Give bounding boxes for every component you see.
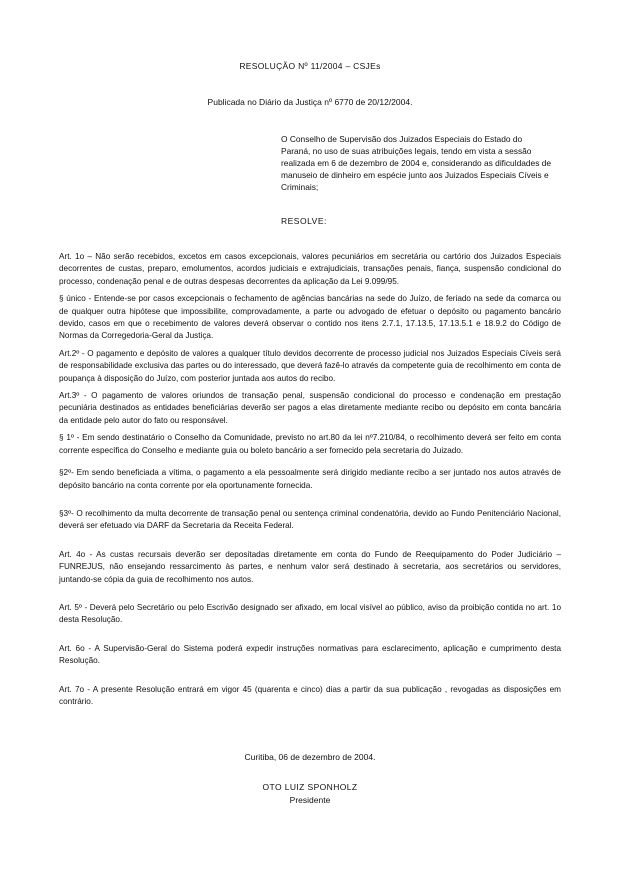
preamble: O Conselho de Supervisão dos Juizados Especiais do Estado do Paraná, no uso de suas atribuições legais, tendo em vista a sessão realizada em 6 de dezembro de 2004 e, considerando as dificuldades de manuseio de dinheiro em espécie junto aos Juizados Especiais Cíveis e Criminais; — [281, 134, 552, 192]
article-1: Art. 1o – Não serão recebidos, excetos em casos excepcionais, valores pecuniários em secretária ou cartório dos Juizados Especiais decorrentes de custas, preparo, emolumentos, acordos judiciais e extrajudiciais, transações penais, fiança, suspensão condicional do processo, condenação penal e de outras despesas decorrentes da aplicação da Lei 9.099/95. — [59, 252, 561, 286]
article-4: Art. 4o - As custas recursais deverão ser depositadas diretamente em conta do Fundo de Reequipamento do Poder Judiciário – FUNREJUS, não ensejando ressarcimento às partes, e nenhum valor será destinado à secretaria, aos secretários ou servidores, juntando-se cópia da guia de recolhimento nos autos. — [59, 549, 561, 584]
resolution-title: RESOLUÇÃO Nº 11/2004 – CSJEs — [239, 61, 381, 71]
article-5: Art. 5º - Deverá pelo Secretário ou pelo Escrivão designado ser afixado, em local visível ao público, aviso da proibição contida no art. 1o desta Resolução. — [59, 602, 561, 625]
articles-body — [59, 251, 561, 708]
article-6: Art. 6o - A Supervisão-Geral do Sistema poderá expedir instruções normativas para esclarecimento, aplicação e cumprimento desta Resolução. — [59, 643, 561, 666]
article-3-paragraph-1: § 1º - Em sendo destinatário o Conselho da Comunidade, previsto no art.80 da lei nº7.210/84, o recolhimento deverá ser feito em conta corrente específica do Conselho e mediante guia ou boleto bancário a ser fornecido pela secretaria do Juizado. — [59, 433, 561, 455]
resolve-heading: RESOLVE: — [281, 216, 327, 226]
article-3-paragraph-3: §3º- O recolhimento da multa decorrente de transação penal ou sentença criminal condenatória, devido ao Fundo Penitenciário Nacional, deverá ser efetuado via DARF da Secretaria da Receita Federal. — [59, 508, 561, 531]
article-1-paragraph-unico: § único - Entende-se por casos excepcionais o fechamento de agências bancárias na sede do Juízo, de feriado na sede da comarca ou de qualquer outra hipótese que impossibilite, comprovadamente, a parte ou advogado de efetuar o depósito ou pagamento bancário devido, casos em que o recebimento de valores deverá observar o contido nos itens 2.7.1, 17.13.5, 17.13.5.1 e 18.9.2 do Código de Normas da Corregedoria-Geral da Justiça. — [59, 294, 561, 341]
publication-note: Publicada no Diário da Justiça nº 6770 de 20/12/2004. — [207, 97, 413, 107]
date-place: Curitiba, 06 de dezembro de 2004. — [244, 752, 376, 762]
article-7: Art. 7o - A presente Resolução entrará em vigor 45 (quarenta e cinco) dias a partir da sua publicação , revogadas as disposições em contrário. — [59, 684, 561, 706]
article-3-paragraph-2: §2º- Em sendo beneficiada a vítima, o pagamento a ela pessoalmente será dirigido mediante recibo a ser juntado nos autos através de depósito bancário na conta corrente por ela oportunamente fornecida. — [59, 468, 561, 490]
signatory-name: OTO LUIZ SPONHOLZ — [262, 782, 358, 792]
article-2: Art.2º - O pagamento e depósito de valores a qualquer título devidos decorrente de processo judicial nos Juizados Especiais Cíveis será de responsabilidade exclusiva das partes ou do interessado, que deverá fazê-lo através da competente guia de recolhimento em conta de poupança à disposição do Juízo, com posterior juntada aos autos do recibo. — [59, 348, 561, 383]
article-3: Art.3º - O pagamento de valores oriundos de transação penal, suspensão condicional do processo e condenação em prestação pecuniária destinados as entidades beneficiárias deverão ser pagos a elas diretamente mediante recibo ou depósito em conta bancária da entidade pelo autor do fato ou responsável. — [59, 391, 561, 425]
signatory-role: Presidente — [289, 795, 331, 805]
